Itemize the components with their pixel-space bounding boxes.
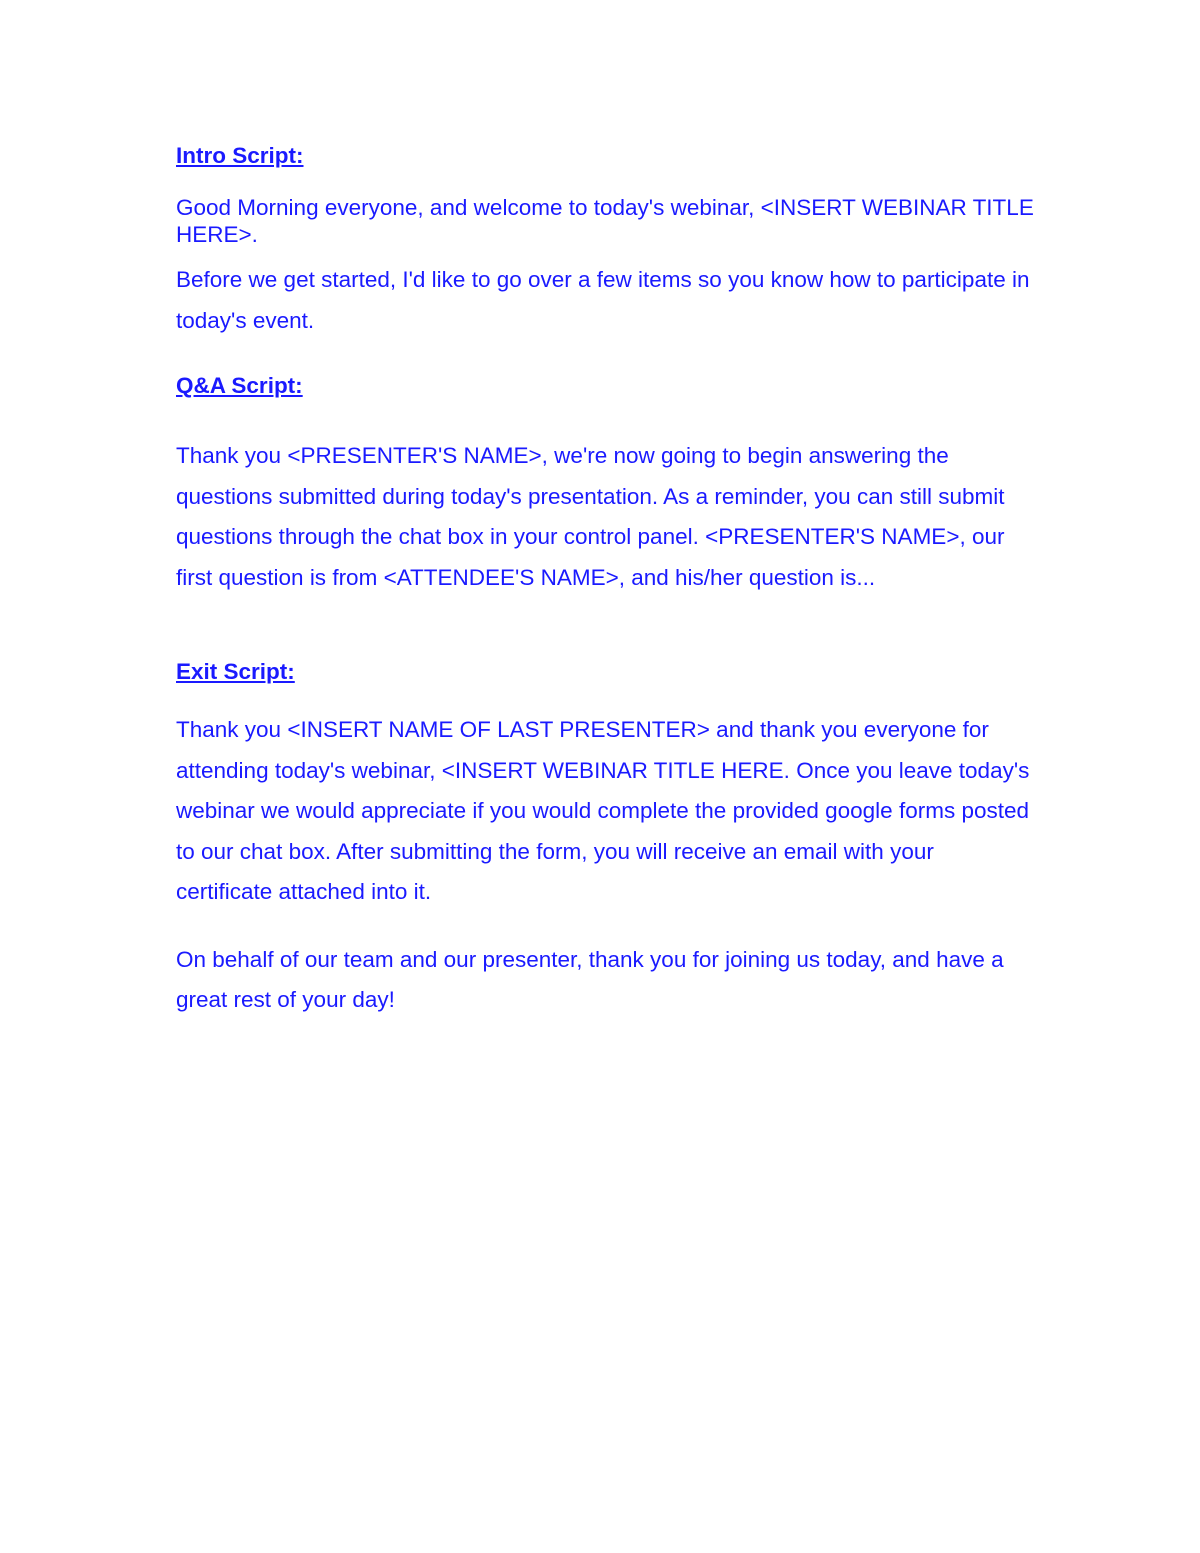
intro-paragraph-instructions: Before we get started, I'd like to go over a few items so you know how to participate in today's event. bbox=[176, 267, 1030, 333]
intro-paragraph-welcome: Good Morning everyone, and welcome to today's webinar, <INSERT WEBINAR TITLE HERE>. bbox=[176, 195, 1034, 247]
intro-script-heading: Intro Script: bbox=[176, 143, 304, 168]
qa-paragraph: Thank you <PRESENTER'S NAME>, we're now going to begin answering the questions submitted during today's presentation. As a reminder, you can still submit questions through the chat box in your control panel. <PRESENTER'S NAME>, our first question is from <ATTENDEE'S NAME>, and his/her question is... bbox=[176, 443, 1005, 590]
exit-paragraph-closing: On behalf of our team and our presenter, thank you for joining us today, and have a great rest of your day! bbox=[176, 946, 1004, 1012]
qa-script-heading: Q&A Script: bbox=[176, 373, 303, 398]
document-content bbox=[176, 140, 1036, 1021]
exit-script-heading: Exit Script: bbox=[176, 659, 295, 684]
exit-paragraph-thanks: Thank you <INSERT NAME OF LAST PRESENTER> and thank you everyone for attending today's webinar, <INSERT WEBINAR TITLE HERE. Once you leave today's webinar we would appreciate if you would complete the provided google forms posted to our chat box. After submitting the form, you will receive an email with your certificate attached into it. bbox=[176, 717, 1030, 904]
